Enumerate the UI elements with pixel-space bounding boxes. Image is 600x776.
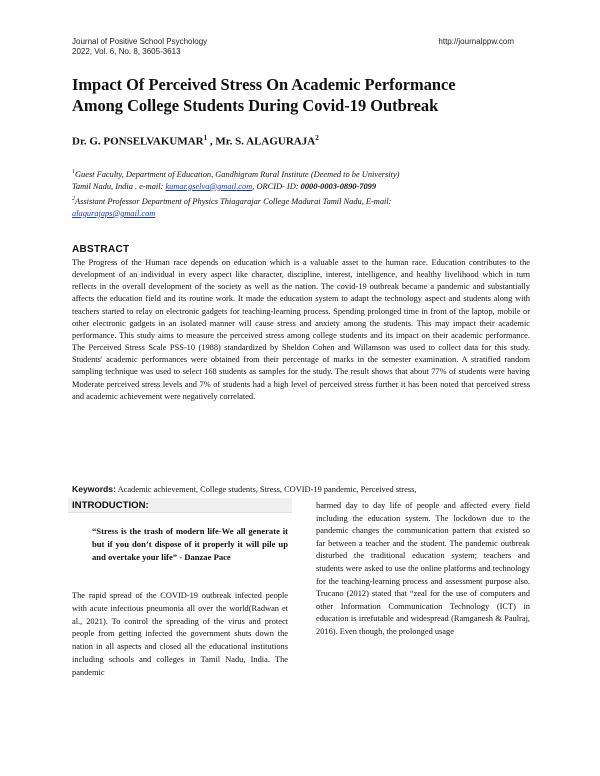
- volume-info: 2022, Vol. 6, No. 8, 3605-3613: [72, 47, 181, 56]
- paper-title: [72, 74, 532, 116]
- orcid-label: , ORCID- ID:: [252, 181, 301, 191]
- affil-1-email-prefix: Tamil Nadu, India . e-mail:: [72, 181, 166, 191]
- affil-2-mark: 2: [72, 195, 75, 202]
- abstract-text: The Progress of the Human race depends on education which is a valuable asset to the human race. Education contributes to the development of an individual in every aspect like character, discipline, interest, intelligence, and healthy livelihood which in turn reflects in the overall development of the society as well as the nation. The covid-19 outbreak became a pandemic and substantially affects the education field and its routine work. It made the education system to adapt the technology aspect and students along with teachers started to relay on electronic gadgets for teaching-learning process. Spending prolonged time in front of the laptop, mobile or other electronic gadgets in an isolated manner will cause stress and anxiety among the students. This may impact their academic performance. This study aims to measure the perceived stress among college students and its impact on their academic performance. The Perceived Stress Scale PSS-10 (1988) standardized by Sheldon Cohen and Willamson was used to collect data for this study. Students' academic performances were obtained from their percentage of marks in the semester examination. A stratified random sampling technique was used to select 168 students as samples for the study. The result shows that about 77% of students were having Moderate perceived stress levels and 7% of students had a high level of perceived stress further it has been noted that perceived stress and academic achievement were negatively correlated.: [72, 258, 530, 401]
- intro-right-column: harmed day to day life of people and affected every field including the education system. The lockdown due to the pandemic changes the communication pattern that existed so far between a teacher and the student. The pandemic outbreak disturbed the traditional education system; teachers and students were asked to use the online platforms and technology for the teaching-learning process and assessment purpose also. Trucano (2012) stated that “zeal for the use of computers and other Information Communication Technology (ICT) in education is irrefutable and widespread (Ramganesh & Paulraj, 2016). Even though, the prolonged usage: [316, 501, 530, 636]
- orcid-id: 0000-0003-0890-7099: [300, 181, 377, 191]
- keywords-text: Academic achievement, College students, Stress, COVID-19 pandemic, Perceived stress,: [115, 485, 417, 494]
- intro-left-column: The rapid spread of the COVID-19 outbreak infected people with acute infectious pneumonia all over the world(Radwan et al., 2021). To control the spreading of the virus and protect people from getting infected the government shuts down the nation in all aspects and closed all the educational institutions including schools and colleges in Tamil Nadu, India. The pandemic: [72, 591, 288, 677]
- author-1: Dr. G. PONSELVAKUMAR: [72, 135, 204, 148]
- title-line-2: Among College Students During Covid-19 Outbreak: [72, 96, 439, 115]
- keywords-label: Keywords:: [72, 484, 116, 494]
- affiliation-2-contact: [72, 208, 542, 220]
- journal-name: Journal of Positive School Psychology: [72, 37, 208, 46]
- email-link-2[interactable]: alagurajaps@gmail.com: [72, 208, 156, 218]
- introduction-heading: INTRODUCTION:: [72, 500, 149, 511]
- title-line-1: Impact Of Perceived Stress On Academic Performance: [72, 75, 456, 94]
- affil-2-text: Assistant Professor Department of Physics Thiagarajar College Madurai Tamil Nadu, E-mail:: [75, 196, 392, 206]
- affiliation-1: [72, 166, 542, 181]
- affil-1-text: Guest Faculty, Department of Education, Gandhigram Rural Institute (Deemed to be University): [75, 169, 400, 179]
- abstract-heading: ABSTRACT: [72, 244, 130, 255]
- author-separator: ,: [207, 135, 216, 148]
- email-link-1[interactable]: kumar.gselva@gmail.com: [165, 181, 253, 191]
- affiliation-1-contact: [72, 181, 542, 193]
- affil-1-mark: 1: [72, 169, 75, 175]
- author-1-affil-mark: 1: [203, 134, 208, 142]
- running-header: [72, 37, 207, 57]
- journal-url[interactable]: http://journalppw.com: [438, 37, 514, 46]
- affiliation-2: [72, 193, 542, 208]
- author-2: Mr. S. ALAGURAJA: [215, 135, 316, 148]
- author-list: [72, 132, 319, 149]
- epigraph-quote: “Stress is the trash of modern life-We all generate it but if you don’t dispose of it properly it will pile up and overtake your life” - Danzae Pace: [92, 526, 288, 562]
- affiliations: [72, 166, 542, 220]
- author-2-affil-mark: 2: [315, 134, 319, 142]
- keywords: [72, 483, 542, 496]
